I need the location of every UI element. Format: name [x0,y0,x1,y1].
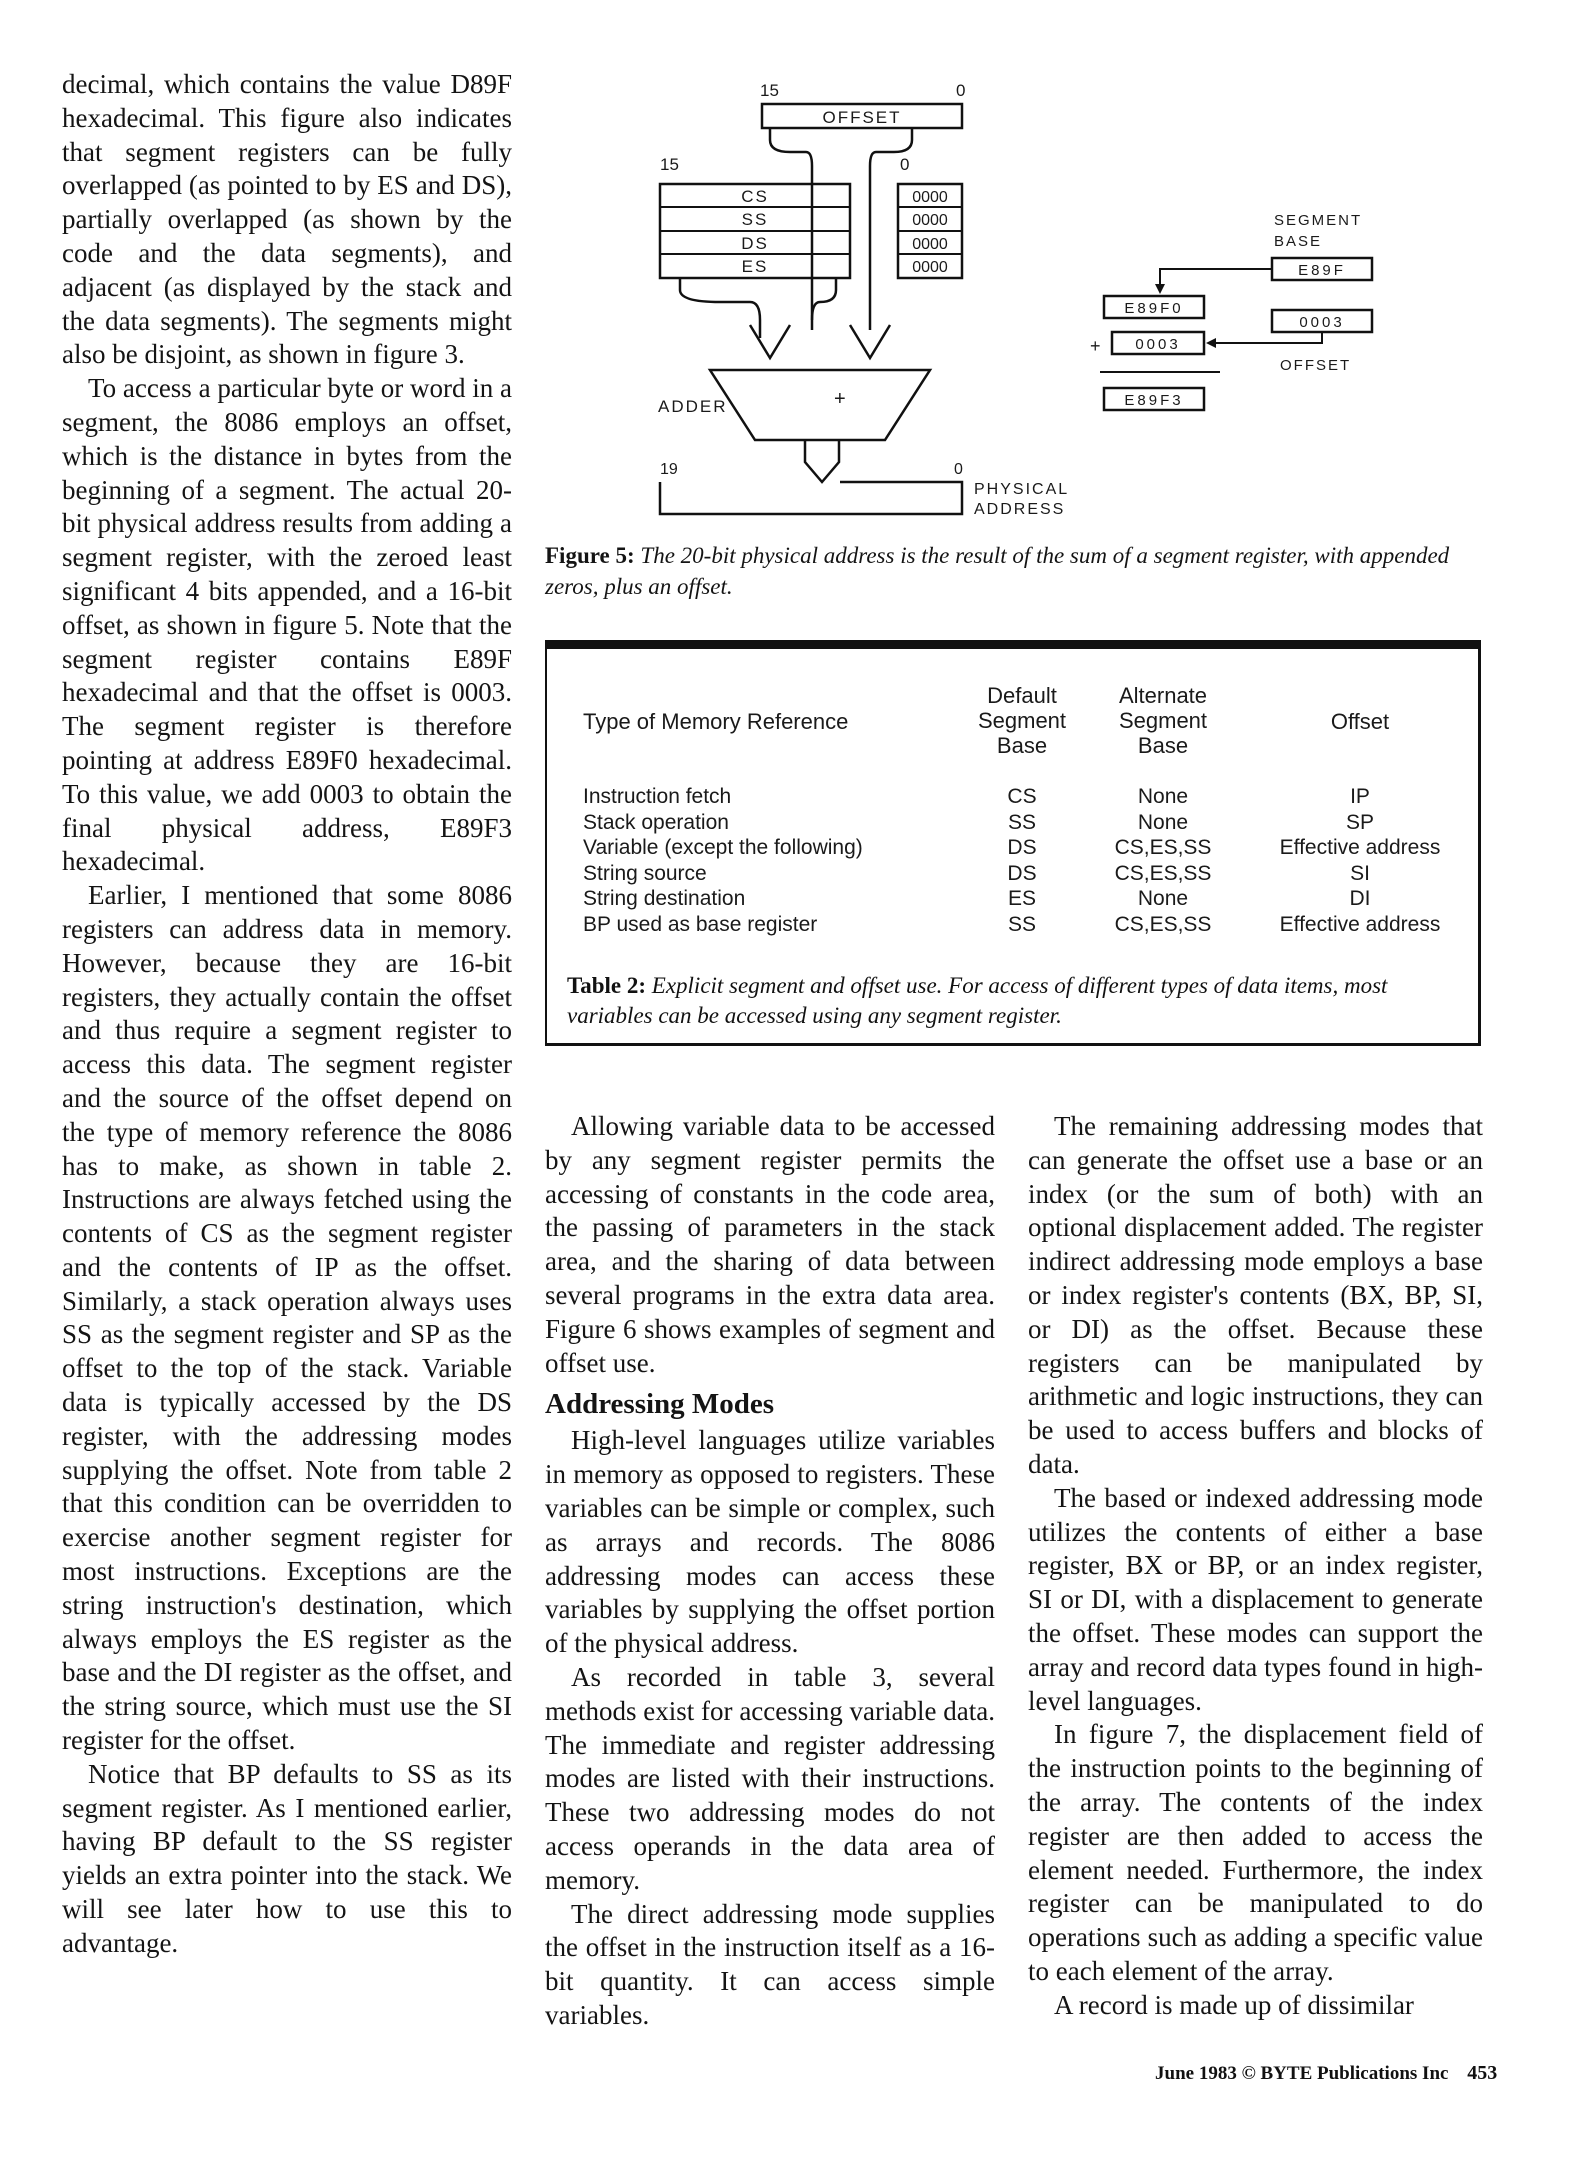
paragraph: As recorded in table 3, several methods exist for accessing variable data. The immediate and register addressing modes are listed with their instructions. These two addressing modes do not access operands in the data area of memory. [545,1661,995,1895]
zero-cs: 0000 [912,189,948,206]
figure-5-diagram [640,70,1500,540]
paragraph: A record is made up of dissimilar [1054,1989,1414,2020]
table-2 [545,640,1481,1046]
table-cell: SS [1007,912,1036,936]
zero-es: 0000 [912,259,948,276]
zero-ds: 0000 [912,236,948,253]
zero-ss: 0000 [912,212,948,229]
page-number: 453 [1467,2062,1498,2084]
offset-word: OFFSET [1280,357,1352,374]
sum-plus: + [1090,336,1101,356]
table-cell: None [1137,887,1189,910]
segment-base-label-2: BASE [1274,233,1323,250]
register-ds: DS [741,234,769,253]
segment-base-label-1: SEGMENT [1274,212,1363,229]
header-line: Base [996,733,1048,758]
register-ss: SS [741,210,769,229]
footer-credit: June 1983 © BYTE Publications Inc [1155,2063,1449,2084]
segment-value: E89F [1298,262,1346,279]
sum-value: E89F3 [1124,392,1184,409]
table-cell: Stack operation [583,810,729,834]
appended-zeros [898,184,962,278]
table-cell: Effective address [1279,912,1441,936]
header-line: Segment [977,708,1067,733]
figure-5-caption-text: The 20-bit physical address is the result of the sum of a segment register, with appended zeros, plus an offset. [545,543,1450,599]
figure-5-caption-label: Figure 5: [545,543,635,568]
header-line: Segment [1118,708,1208,733]
paragraph: Notice that BP defaults to SS as its segment register. As I mentioned earlier, having BP default to the SS register yields an extra pointer into the stack. We will see later how to use this to advantage. [62,1758,512,1958]
table-header-alternate [1103,683,1223,758]
table-header-offset: Offset [1330,709,1390,734]
table-cell: Variable (except the following) [583,836,863,859]
physical-address-register [660,482,962,514]
bit15-top-label: 15 [760,81,779,100]
paragraph: Allowing variable data to be accessed by any segment register permits the accessing of constants in the code area, the passing of parameters in the stack area, and the sharing of data between several programs in the extra data area. Figure 6 shows examples of segment and offset use. [545,1111,995,1378]
column-2 [545,1110,995,2033]
offset-addend: 0003 [1135,336,1181,353]
table-cell: None [1137,785,1189,808]
register-es: ES [741,257,769,276]
page-footer [1155,2062,1497,2085]
paragraph: To access a particular byte or word in a segment, the 8086 employs an offset, which is the distance in bytes from the beginning of a segment. The actual 20-bit physical address results from adding a segment register, with the zeroed least significant 4 bits appended, and a 16-bit offset, as shown in figure 5. Note that the segment register contains E89F hexadecimal and that the offset is 0003. The segment register is therefore pointing at address E89F0 hexadecimal. To this value, we add 0003 to obtain the final physical address, E89F3 hexadecimal. [62,373,512,877]
table-cell: CS,ES,SS [1114,836,1212,859]
section-heading: Addressing Modes [545,1388,775,1421]
table-cell: IP [1350,785,1370,808]
table-cell: Instruction fetch [583,785,732,808]
table-2-caption-label: Table 2: [567,973,647,998]
column-1 [62,68,512,1961]
table-header-default [967,683,1077,758]
table-cell: CS,ES,SS [1114,861,1212,885]
paragraph: The direct addressing mode supplies the offset in the instruction itself as a 16-bit quantity. It can access simple variables. [545,1898,995,2030]
paragraph: The based or indexed addressing mode utilizes the contents of either a base register, BX or BP, or an index register, SI or DI, with a displacement to generate the offset. These modes can support the array and record data types found in high-level languages. [1028,1482,1483,1716]
figure-5-caption [545,540,1485,602]
adder-label: ADDER [658,397,728,416]
table-cell: SI [1350,861,1370,885]
paragraph: High-level languages utilize variables in memory as opposed to registers. These variables can be simple or complex, such as arrays and records. The 8086 addressing modes can access these variables by supplying the offset portion of the physical address. [545,1425,995,1659]
paragraph: Earlier, I mentioned that some 8086 registers can address data in memory. However, because they are 16-bit registers, they actually contain the offset and thus require a segment register to access this data. The segment register and the source of the offset depend on the type of memory reference the 8086 has to make, as shown in table 2. Instructions are always fetched using the contents of CS as the segment register and the contents of IP as the offset. Similarly, a stack operation always uses SS as the segment register and SP as the offset to the top of the stack. Variable data is typically accessed by the DS register, with the addressing modes supplying the offset. Note from table 2 that this condition can be overridden to exercise another segment register for most instructions. Exceptions are the string instruction's destination, which always employs the ES register as the base and the DI register as the offset, and the string source, which must use the SI register for the offset. [62,880,512,1756]
header-line: Base [1137,733,1189,758]
table-cell: CS [1007,785,1037,808]
header-line: Default [987,683,1057,708]
adder-shape [710,370,930,440]
adder-plus: + [834,388,846,410]
bit0-top-label: 0 [956,81,966,100]
table-2-caption [567,971,1467,1031]
table-cell: BP used as base register [583,912,818,936]
paragraph: The remaining addressing modes that can generate the offset use a base or an index (or the sum of both) with an optional displacement added. The register indirect addressing mode employs a base or index register's contents (BX, BP, SI, or DI) as the offset. Because these registers can be manipulated by arithmetic and logic instructions, they can be used to access buffers and blocks of data. [1028,1111,1483,1479]
bit0-regs-label: 0 [900,155,910,174]
table-2-caption-text: Explicit segment and offset use. For access of different types of data items, most variables can be accessed using any segment register. [567,973,1388,1028]
physical-label-2: ADDRESS [974,501,1066,518]
table-cell: Effective address [1279,836,1441,859]
table-cell: DI [1349,887,1371,910]
table-cell: SP [1345,810,1374,834]
bit0-phys-label: 0 [954,461,963,478]
header-line: Alternate [1118,683,1208,708]
register-cs: CS [741,187,769,206]
physical-label-1: PHYSICAL [974,481,1070,498]
table-cell: DS [1007,861,1037,885]
table-cell: ES [1007,887,1036,910]
table-header-type: Type of Memory Reference [583,709,849,734]
table-cell: String source [583,861,707,885]
segment-registers [660,184,850,278]
table-cell: CS,ES,SS [1114,912,1212,936]
table-cell: None [1137,810,1189,834]
paragraph: decimal, which contains the value D89F hexadecimal. This figure also indicates that segment registers can be fully overlapped (as pointed to by ES and DS), partially overlapped (as shown by the code and the data segments), and adjacent (as displayed by the stack and the data segments). The segments might also be disjoint, as shown in figure 3. [62,69,512,370]
table-cell: DS [1007,836,1037,859]
offset-register-label: OFFSET [822,108,902,127]
offset-value-box-text: 0003 [1299,314,1345,331]
table-cell: String destination [583,887,746,910]
bit19-label: 19 [660,461,678,478]
paragraph: In figure 7, the displacement field of the instruction points to the beginning of the array. The contents of the index register are then added to access the element needed. Furthermore, the index register can be manipulated to do operations such as adding a specific value to each element of the array. [1028,1719,1483,1986]
shifted-value: E89F0 [1124,300,1184,317]
table-cell: SS [1007,810,1036,834]
column-3 [1028,1110,1483,2023]
bit15-regs-label: 15 [660,155,679,174]
